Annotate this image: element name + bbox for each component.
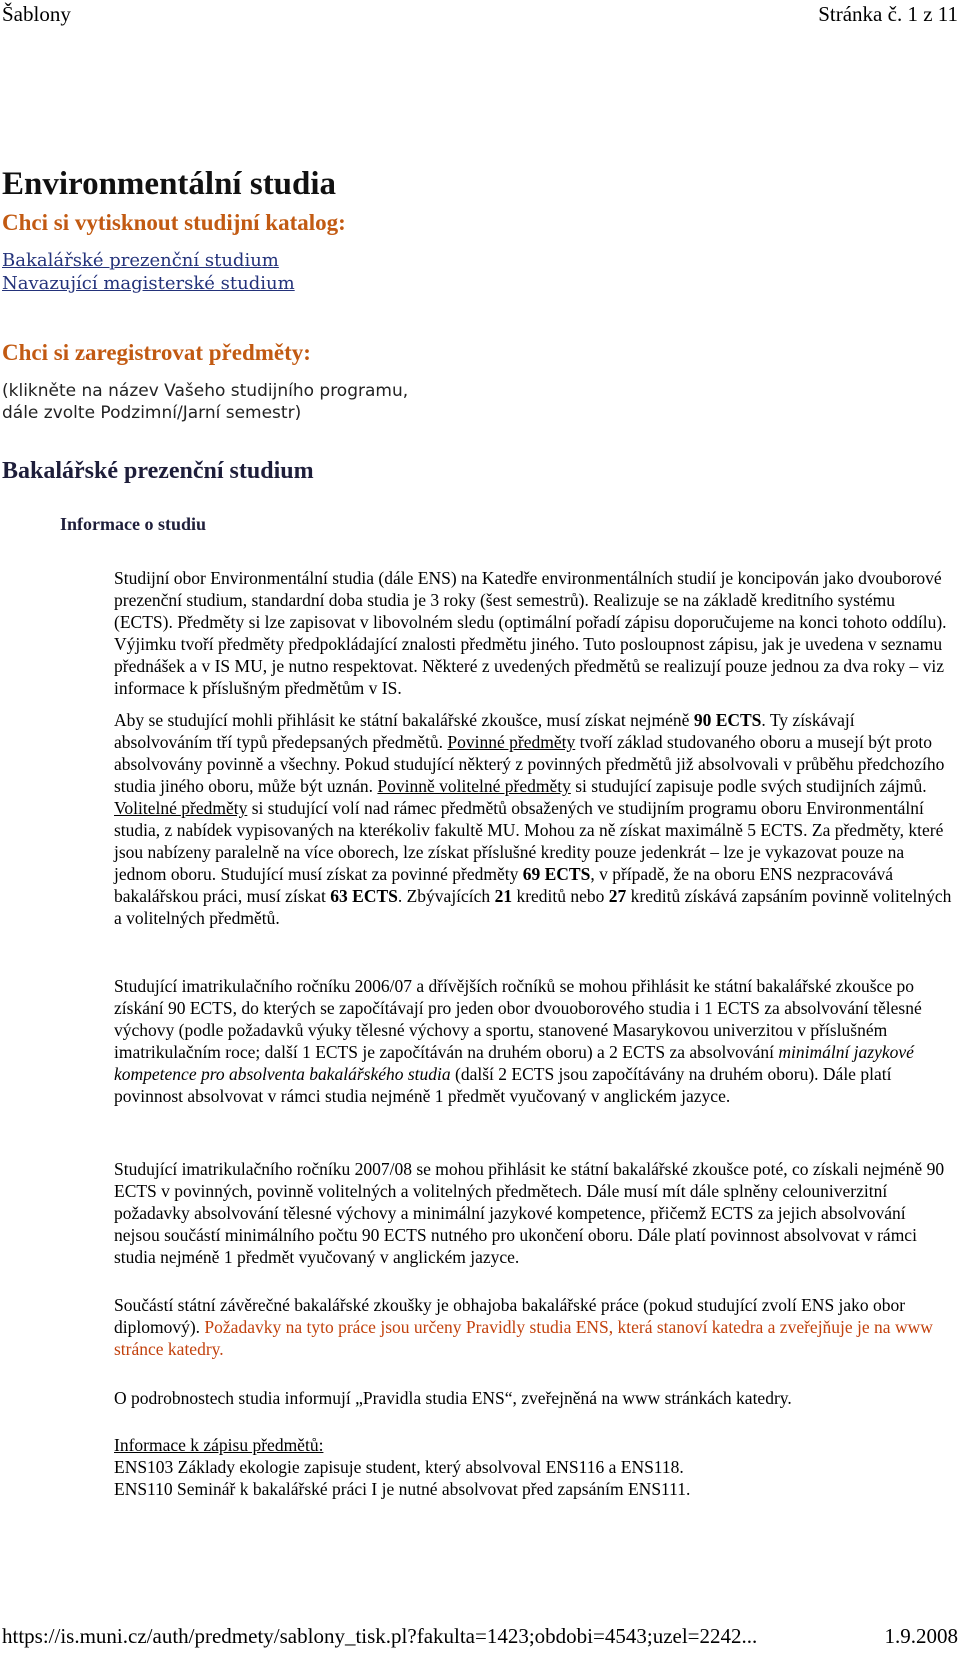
text: (další 2 ECTS jsou započítávány na druhém oboru). Dále platí povinnost absolvovat v rámci studia nejméně 1 předmět vyučovaný v anglickém jazyce. — [114, 1064, 892, 1106]
credits-27: 27 — [608, 886, 627, 906]
text: si studující zapisuje podle svých studijních zájmů. — [570, 776, 927, 796]
print-catalog-heading: Chci si vytisknout studijní katalog: — [2, 210, 346, 235]
paragraph-study-rules: O podrobnostech studia informují „Pravidla studia ENS“, zveřejněná na www stránkách katedry. — [114, 1388, 792, 1408]
footer-url: https://is.muni.cz/auth/predmety/sablony_tisk.pl?fakulta=1423;obdobi=4543;uzel=2242... — [2, 1624, 758, 1648]
ects-63: 63 ECTS — [330, 886, 398, 906]
text: Součástí státní závěrečné bakalářské zkoušky je obhajoba bakalářské práce (pokud studující zvolí ENS jako obor diplomový). — [114, 1295, 906, 1337]
text: kreditů získává zapsáním povinně volitelných a volitelných předmětů. — [114, 886, 952, 928]
thesis-requirements-link[interactable]: Požadavky na tyto práce jsou určeny Pravidly studia ENS, která stanoví katedra a zveřejňuje je na www stránce katedry. — [114, 1317, 933, 1359]
bachelor-heading: Bakalářské prezenční studium — [2, 458, 314, 484]
text: . Ty získávají absolvováním tří typů předepsaných předmětů. — [114, 710, 855, 752]
text: , v případě, že na oboru ENS nezpracovává bakalářskou práci, musí získat — [114, 864, 894, 906]
register-note-line2: dále zvolte Podzimní/Jarní semestr) — [2, 403, 302, 423]
text: Studující imatrikulačního ročníku 2006/07 a dřívějších ročníků se mohou přihlásit ke státní bakalářské zkoušce po získání 90 ECTS, do kterých se započítávají pro jeden obor dvouoborového studia i 1 ECTS za absolvování tělesné výchovy (podle požadavků výuky tělesné výchovy a sportu, stanovené Masarykovou univerzitou v příslušném imatrikulačním roce; další 1 ECTS je započítáván na druhém oboru) a 2 ECTS za absolvování — [114, 976, 922, 1062]
text: . Zbývajících — [397, 886, 495, 906]
link-required-courses[interactable]: Povinné předměty — [447, 732, 576, 752]
paragraph-credits — [114, 709, 954, 929]
page-title: Environmentální studia — [2, 166, 337, 202]
credits-21: 21 — [494, 886, 513, 906]
text: tvoří základ studovaného oboru a musejí být proto absolvovány povinně a všechny. Pokud studující některý z povinných předmětů již absolvovali v průběhu předchozího studia jiného oboru, může být uznán. — [114, 732, 945, 796]
register-note-line1: (klikněte na název Vašeho studijního programu, — [2, 381, 409, 401]
header-left: Šablony — [2, 2, 71, 26]
text: si studující volí nad rámec předmětů obsažených ve studijním programu oboru Environmentální studia, z nabídek vypisovaných na kterékoliv fakultě MU. Mohou za ně získat maximálně 5 ECTS. Za předměty, které jsou nabízeny paralelně na více oborech, lze získat příslušné kredity pouze jedenkrát – lze je vykazovat pouze na jednom oboru. Studující musí získat za povinné předměty — [114, 798, 944, 884]
enrollment-info — [114, 1434, 714, 1500]
paragraph-thesis-defense — [114, 1294, 954, 1360]
register-note — [2, 380, 522, 424]
enrollment-info-heading: Informace k zápisu předmětů: — [114, 1435, 324, 1455]
ects-69: 69 ECTS — [522, 864, 591, 884]
enrollment-item: ENS103 Základy ekologie zapisuje student, který absolvoval ENS116 a ENS118. — [114, 1457, 684, 1477]
register-heading: Chci si zaregistrovat předměty: — [2, 340, 311, 365]
enrollment-item: ENS110 Seminář k bakalářské práci I je nutné absolvovat před zapsáním ENS111. — [114, 1479, 691, 1499]
text: Aby se studující mohli přihlásit ke státní bakalářské zkoušce, musí získat nejméně — [114, 710, 694, 730]
footer-date: 1.9.2008 — [884, 1624, 958, 1648]
paragraph-2007-cohort: Studující imatrikulačního ročníku 2007/08 se mohou přihlásit ke státní bakalářské zkoušce poté, co získali nejméně 90 ECTS v povinných, povinně volitelných a volitelných předmětech. Dále musí mít dále splněny celouniverzitní požadavky absolvování tělesné výchovy a minimální jazykové kompetence, přičemž ECTS za jejich absolvování nejsou součástí minimálního počtu 90 ECTS nutného pro ukončení oboru. Dále platí povinnost absolvovat v rámci studia nejméně 1 předmět vyučovaný v anglickém jazyce. — [114, 1159, 945, 1267]
link-bachelor-catalog[interactable]: Bakalářské prezenční studium — [2, 250, 279, 271]
link-master-catalog[interactable]: Navazující magisterské studium — [2, 273, 295, 294]
link-elective-required-courses[interactable]: Povinně volitelné předměty — [377, 776, 571, 796]
header-page-number: Stránka č. 1 z 11 — [818, 2, 958, 26]
paragraph-study-overview: Studijní obor Environmentální studia (dále ENS) na Katedře environmentálních studií je koncipován jako dvouborové prezenční studium, standardní doba studia je 3 roky (šest semestrů). Realizuje se na základě kreditního systému (ECTS). Předměty si lze zapisovat v libovolném sledu (optimální pořadí zápisu doporučujeme na konci tohoto oddílu). Výjimku tvoří předměty předpokládající znalosti předmětu jiného. Tuto posloupnost zápisu, jak je uvedena v seznamu přednášek a v IS MU, je nutno respektovat. Některé z uvedených předmětů se realizují pouze jednou za dva roky – viz informace k příslušným předmětům v IS. — [114, 568, 947, 698]
language-competence-italic: minimální jazykové kompetence pro absolventa bakalářského studia — [114, 1042, 914, 1084]
ects-90: 90 ECTS — [693, 710, 762, 730]
link-optional-courses[interactable]: Volitelné předměty — [114, 798, 248, 818]
study-info-heading: Informace o studiu — [60, 514, 207, 534]
text: kreditů nebo — [512, 886, 609, 906]
paragraph-2006-cohort — [114, 975, 954, 1107]
